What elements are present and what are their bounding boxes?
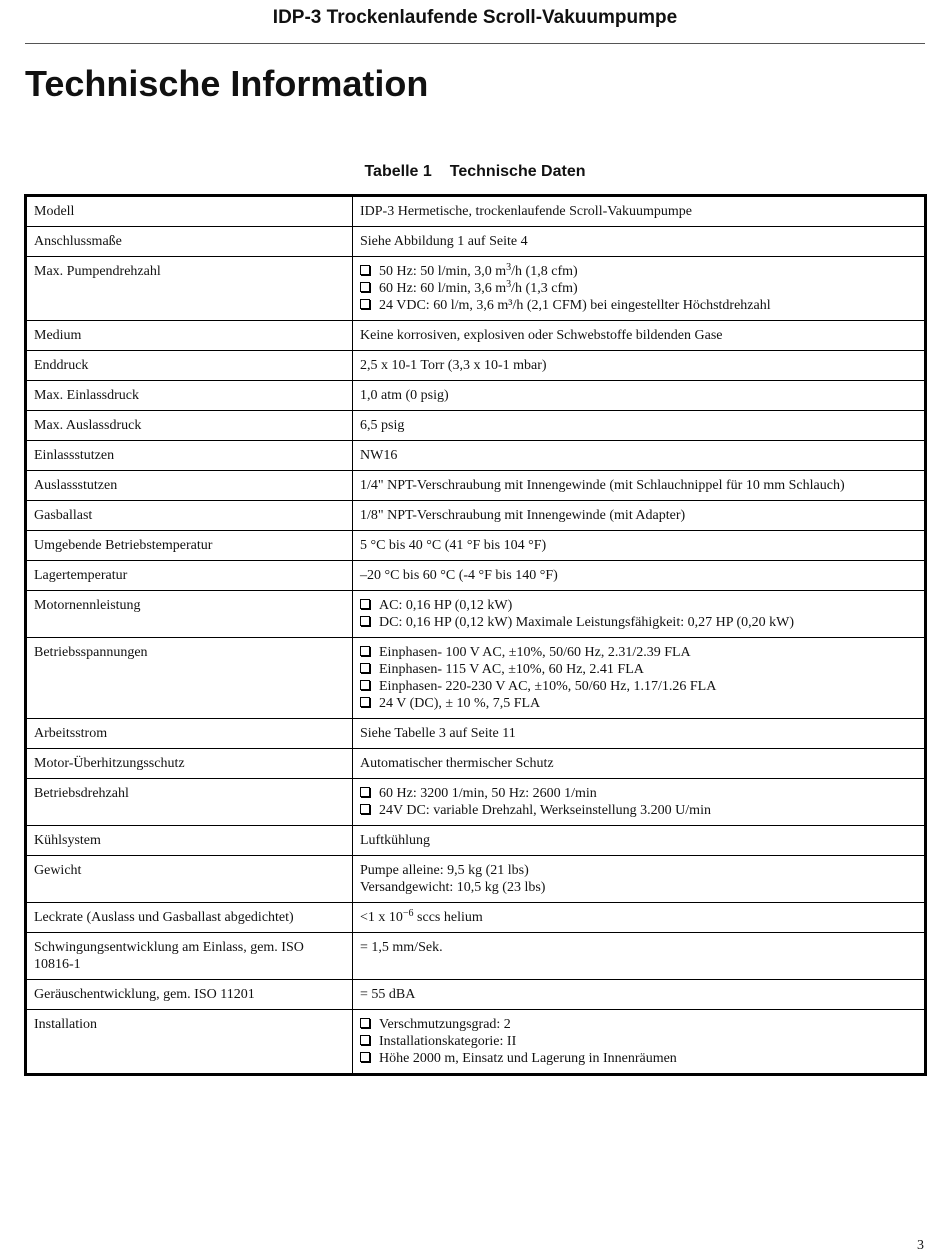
- row-label: Max. Auslassdruck: [26, 411, 353, 441]
- checklist-item-text: 24V DC: variable Drehzahl, Werkseinstellung 3.200 U/min: [379, 803, 711, 818]
- checklist-item-text: 24 VDC: 60 l/m, 3,6 m³/h (2,1 CFM) bei eingestellter Höchstdrehzahl: [379, 298, 771, 313]
- superscript: 3: [506, 262, 512, 273]
- table-row: [26, 1010, 926, 1075]
- checkbox-bullet-icon: [360, 804, 370, 814]
- checklist-item: [360, 597, 918, 614]
- checkbox-bullet-icon: [360, 680, 370, 690]
- row-value: [353, 227, 926, 257]
- value-line: 1/8" NPT-Verschraubung mit Innengewinde (mit Adapter): [360, 508, 686, 523]
- table-row: [26, 749, 926, 779]
- checklist-item-text: Installationskategorie: II: [379, 1034, 517, 1049]
- checklist-item-text: AC: 0,16 HP (0,12 kW): [379, 598, 513, 613]
- row-label: Installation: [26, 1010, 353, 1075]
- checklist-item: [360, 661, 918, 678]
- table-row: [26, 856, 926, 903]
- table-row: [26, 381, 926, 411]
- table-caption-title: Technische Daten: [449, 163, 586, 180]
- row-value: [353, 381, 926, 411]
- running-header: IDP-3 Trockenlaufende Scroll-Vakuumpumpe: [272, 7, 678, 28]
- row-label: Leckrate (Auslass und Gasballast abgedichtet): [26, 903, 353, 933]
- table-row: [26, 501, 926, 531]
- row-value: [353, 471, 926, 501]
- row-value: [353, 441, 926, 471]
- table-caption-number: Tabelle 1: [364, 163, 432, 180]
- value-line: 6,5 psig: [360, 418, 405, 433]
- checklist-item-text: Verschmutzungsgrad: 2: [379, 1017, 511, 1032]
- row-value: [353, 779, 926, 826]
- row-value: [353, 351, 926, 381]
- checklist-item-text: Einphasen- 220-230 V AC, ±10%, 50/60 Hz, 1.17/1.26 FLA: [379, 679, 717, 694]
- checklist-item-text: Höhe 2000 m, Einsatz und Lagerung in Innenräumen: [379, 1051, 677, 1066]
- page-number: 3: [917, 1238, 924, 1253]
- row-value: [353, 980, 926, 1010]
- checklist-item: [360, 695, 918, 712]
- value-line: 1,0 atm (0 psig): [360, 388, 449, 403]
- checklist-item: [360, 263, 918, 280]
- table-row: [26, 257, 926, 321]
- row-label: Schwingungsentwicklung am Einlass, gem. ISO 10816-1: [26, 933, 353, 980]
- table-row: [26, 980, 926, 1010]
- checklist-item: [360, 614, 918, 631]
- row-label: Max. Einlassdruck: [26, 381, 353, 411]
- row-label: Betriebsdrehzahl: [26, 779, 353, 826]
- table-row: [26, 531, 926, 561]
- checklist-item: [360, 785, 918, 802]
- checklist-item: [360, 802, 918, 819]
- row-value: [353, 411, 926, 441]
- checklist-item: [360, 297, 918, 314]
- value-line: 1/4" NPT-Verschraubung mit Innengewinde (mit Schlauchnippel für 10 mm Schlauch): [360, 478, 845, 493]
- checkbox-bullet-icon: [360, 599, 370, 609]
- checkbox-bullet-icon: [360, 697, 370, 707]
- checkbox-bullet-icon: [360, 663, 370, 673]
- superscript: 3: [506, 279, 512, 290]
- value-line: Siehe Abbildung 1 auf Seite 4: [360, 234, 528, 249]
- checklist-item: [360, 1016, 918, 1033]
- value-line: Versandgewicht: 10,5 kg (23 lbs): [360, 880, 546, 895]
- table-row: [26, 441, 926, 471]
- row-value: [353, 321, 926, 351]
- spec-table: [24, 194, 927, 1076]
- row-value: [353, 933, 926, 980]
- row-value: [353, 826, 926, 856]
- value-line: IDP-3 Hermetische, trockenlaufende Scroll-Vakuumpumpe: [360, 204, 693, 219]
- checkbox-bullet-icon: [360, 1035, 370, 1045]
- checklist-item: [360, 644, 918, 661]
- row-label: Kühlsystem: [26, 826, 353, 856]
- row-label: Motor-Überhitzungsschutz: [26, 749, 353, 779]
- checklist-item-text: Einphasen- 100 V AC, ±10%, 50/60 Hz, 2.31/2.39 FLA: [379, 645, 691, 660]
- checkbox-bullet-icon: [360, 299, 370, 309]
- value-line: Pumpe alleine: 9,5 kg (21 lbs): [360, 863, 529, 878]
- checklist-item: [360, 678, 918, 695]
- value-line: 5 °C bis 40 °C (41 °F bis 104 °F): [360, 538, 547, 553]
- row-value: [353, 903, 926, 933]
- checklist-item-text: 60 Hz: 60 l/min, 3,6 $m^3/h$ (1,3 cfm): [379, 279, 578, 296]
- value-line: Automatischer thermischer Schutz: [360, 756, 554, 771]
- row-label: Gewicht: [26, 856, 353, 903]
- value-line: = 55 dBA: [360, 987, 416, 1002]
- table-row: [26, 196, 926, 227]
- table-row: [26, 591, 926, 638]
- value-line: <1 x $10^{-6}$ sccs helium: [360, 908, 483, 925]
- superscript: −6: [402, 908, 414, 919]
- value-line: = 1,5 mm/Sek.: [360, 940, 443, 955]
- checklist-item-text: DC: 0,16 HP (0,12 kW) Maximale Leistungsfähigkeit: 0,27 HP (0,20 kW): [379, 615, 795, 630]
- table-row: [26, 411, 926, 441]
- table-row: [26, 903, 926, 933]
- row-value: [353, 638, 926, 719]
- row-label: Arbeitsstrom: [26, 719, 353, 749]
- value-line: Siehe Tabelle 3 auf Seite 11: [360, 726, 516, 741]
- row-value: [353, 749, 926, 779]
- row-label: Modell: [26, 196, 353, 227]
- value-line: Keine korrosiven, explosiven oder Schwebstoffe bildenden Gase: [360, 328, 723, 343]
- value-line: 2,5 x 10-1 Torr (3,3 x 10-1 mbar): [360, 358, 547, 373]
- value-line: –20 °C bis 60 °C (-4 °F bis 140 °F): [360, 568, 558, 583]
- value-line: Luftkühlung: [360, 833, 430, 848]
- row-label: Geräuschentwicklung, gem. ISO 11201: [26, 980, 353, 1010]
- row-value: [353, 719, 926, 749]
- row-value: [353, 1010, 926, 1075]
- checklist-item: [360, 1033, 918, 1050]
- checklist-item-text: 24 V (DC), ± 10 %, 7,5 FLA: [379, 696, 541, 711]
- row-label: Medium: [26, 321, 353, 351]
- checkbox-bullet-icon: [360, 1052, 370, 1062]
- row-value: [353, 856, 926, 903]
- checkbox-bullet-icon: [360, 616, 370, 626]
- table-row: [26, 351, 926, 381]
- checklist-item: [360, 1050, 918, 1067]
- row-label: Gasballast: [26, 501, 353, 531]
- table-row: [26, 826, 926, 856]
- table-row: [26, 321, 926, 351]
- row-value: [353, 501, 926, 531]
- row-label: Auslassstutzen: [26, 471, 353, 501]
- row-label: Motornennleistung: [26, 591, 353, 638]
- checkbox-bullet-icon: [360, 787, 370, 797]
- row-value: [353, 531, 926, 561]
- table-row: [26, 227, 926, 257]
- table-row: [26, 719, 926, 749]
- header-rule: [25, 43, 925, 44]
- value-line: NW16: [360, 448, 398, 463]
- row-label: Einlassstutzen: [26, 441, 353, 471]
- table-row: [26, 638, 926, 719]
- row-value: [353, 257, 926, 321]
- table-row: [26, 933, 926, 980]
- row-value: [353, 196, 926, 227]
- checkbox-bullet-icon: [360, 282, 370, 292]
- table-row: [26, 779, 926, 826]
- row-label: Umgebende Betriebstemperatur: [26, 531, 353, 561]
- row-label: Lagertemperatur: [26, 561, 353, 591]
- row-label: Betriebsspannungen: [26, 638, 353, 719]
- checklist-item-text: 50 Hz: 50 l/min, 3,0 $m^3/h$ (1,8 cfm): [379, 262, 578, 279]
- row-value: [353, 561, 926, 591]
- row-label: Anschlussmaße: [26, 227, 353, 257]
- row-value: [353, 591, 926, 638]
- page-title: Technische Information: [25, 63, 429, 104]
- checkbox-bullet-icon: [360, 265, 370, 275]
- table-row: [26, 561, 926, 591]
- checkbox-bullet-icon: [360, 646, 370, 656]
- spec-table-body: [26, 196, 926, 1075]
- table-row: [26, 471, 926, 501]
- checkbox-bullet-icon: [360, 1018, 370, 1028]
- checklist-item: [360, 280, 918, 297]
- table-caption: [25, 162, 925, 182]
- checklist-item-text: 60 Hz: 3200 1/min, 50 Hz: 2600 1/min: [379, 786, 597, 801]
- row-label: Max. Pumpendrehzahl: [26, 257, 353, 321]
- checklist-item-text: Einphasen- 115 V AC, ±10%, 60 Hz, 2.41 FLA: [379, 662, 644, 677]
- row-label: Enddruck: [26, 351, 353, 381]
